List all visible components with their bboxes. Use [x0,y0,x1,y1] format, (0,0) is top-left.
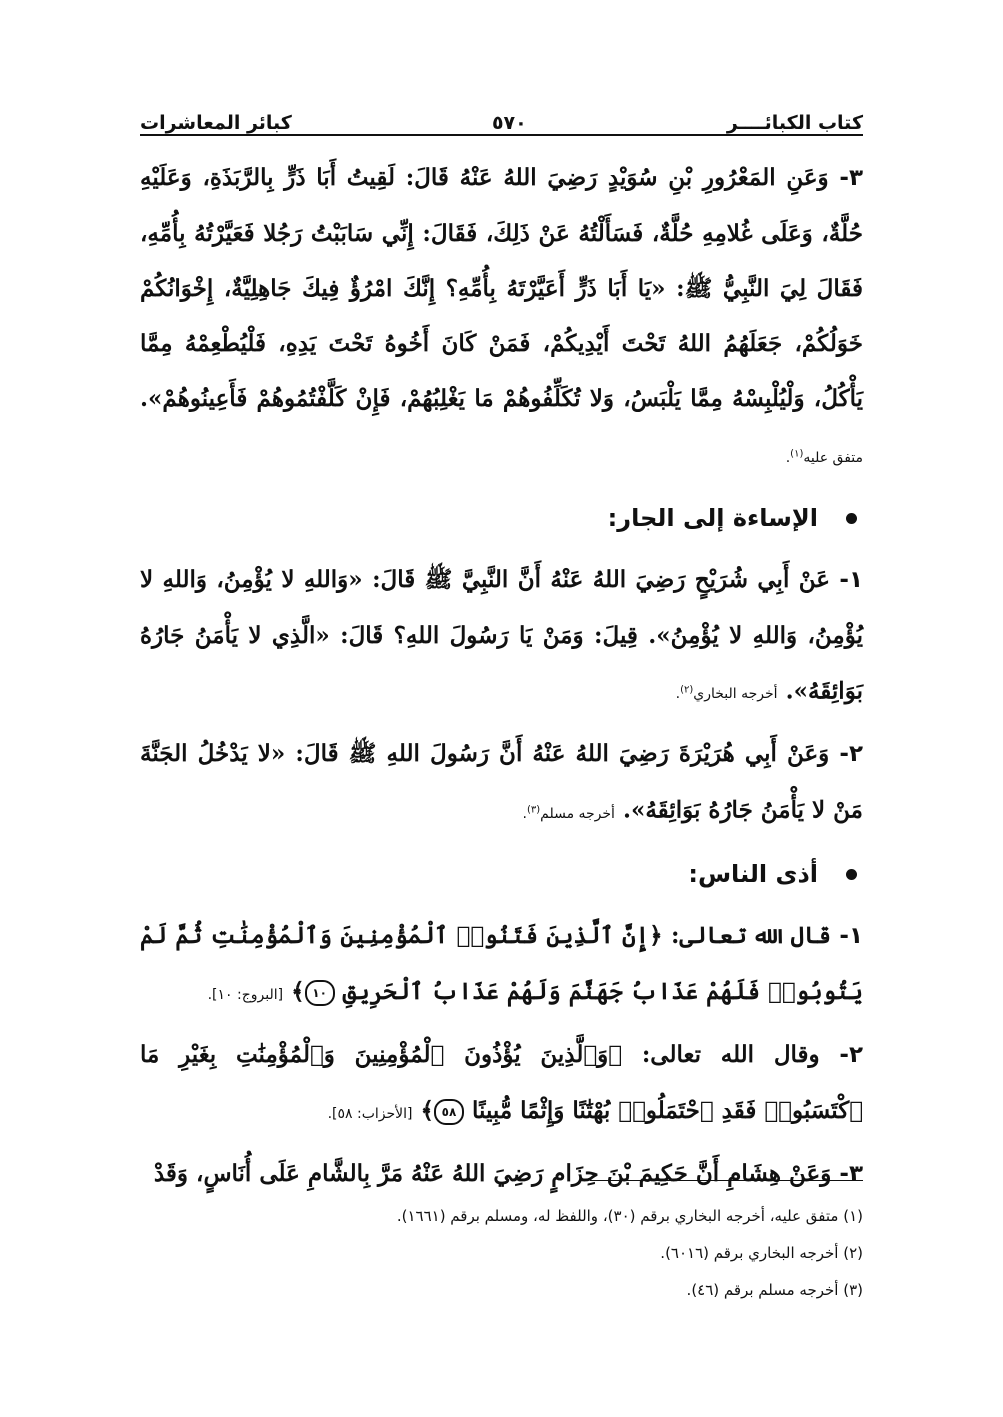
hadith-paragraph [140,726,863,842]
section-heading: أذى الناس: [140,848,863,900]
quran-verse: ﴿وَٱلَّذِينَ يُؤْذُونَ ٱلْمُؤْمِنِينَ وَٱلْمُؤْمِنَٰتِ بِغَيْرِ مَا ٱكْتَسَبُوا۟ فَقَدِ ٱحْتَمَلُوا۟ بُهْتَٰنًا وَإِثْمًا مُّبِينًا [140,1040,863,1124]
footnotes [140,1198,863,1309]
item-number: ٣- [839,165,863,191]
quran-verse: ﴿إِنَّ ٱلَّذِينَ فَتَنُوا۟ ٱلْمُؤْمِنِينَ وَٱلْمُؤْمِنَٰتِ ثُمَّ لَمْ يَتُوبُوا۟ فَلَهُمْ عَذَابُ جَهَنَّمَ وَلَهُمْ عَذَابُ ٱلْحَرِيقِ [140,921,863,1005]
quran-paragraph: ٢- وقال الله تعالى: ﴿وَٱلَّذِينَ يُؤْذُونَ ٱلْمُؤْمِنِينَ وَٱلْمُؤْمِنَٰتِ بِغَيْرِ مَا ٱكْتَسَبُوا۟ فَقَدِ ٱحْتَمَلُوا۟ بُهْتَٰنًا وَإِثْمًا مُّبِينًا ٥٨﴾ [الأحزاب: ٥٨]. [140,1040,863,1124]
item-number: ٣- [839,1160,863,1187]
source-reference: أخرجه البخاري$^{(٢)}$. [675,684,778,703]
main-text [140,150,863,1206]
item-number: ١- [839,566,863,593]
item-number: ٢- [839,741,863,768]
hadith-paragraph [140,1146,863,1202]
footnote-marker: (٢) [680,684,694,696]
page-number: ٥٧٠ [491,112,527,134]
running-header [140,94,863,134]
hadith-paragraph [140,150,863,486]
verse-intro: وقال الله تعالى: [641,1040,820,1068]
quran-paragraph: ١- قال الله تعالى: ﴿إِنَّ ٱلَّذِينَ فَتَنُوا۟ ٱلْمُؤْمِنِينَ وَٱلْمُؤْمِنَٰتِ ثُمَّ لَمْ يَتُوبُوا۟ فَلَهُمْ عَذَابُ جَهَنَّمَ وَلَهُمْ عَذَابُ ٱلْحَرِيقِ ١٠﴾ [البروج: ١٠]. [140,921,863,1005]
verse-intro: قال الله تعالى: [671,921,832,949]
bullet-icon [846,513,857,524]
item-number: ١- [839,922,863,949]
footnote-marker: (٣) [526,804,541,816]
footnote: (٢) أخرجه البخاري برقم (٦٠١٦). [660,1244,863,1262]
source-reference: أخرجه مسلم$^{(٣)}$. [522,804,615,822]
footnote-marker: (١) [790,448,804,459]
footnote: (١) متفق عليه، أخرجه البخاري برقم (٣٠)، واللفظ له، ومسلم برقم (١٦٦١). [396,1207,863,1225]
hadith-text: عَنْ أَبِي شُرَيْحٍ رَضِيَ اللهُ عَنْهُ أَنَّ النَّبِيَّ ﷺ قَالَ: «وَاللهِ لا يُؤْمِنُ، وَاللهِ لا يُؤْمِنُ، وَاللهِ لا يُؤْمِنُ». قِيلَ: وَمَنْ يَا رَسُولَ اللهِ؟ قَالَ: «الَّذِي لا يَأْمَنُ جَارُهُ بَوَائِقَهُ». [140,565,863,705]
footnote: (٣) أخرجه مسلم برقم (٤٦). [686,1281,863,1299]
hadith-paragraph [140,552,863,723]
source-reference: متفق عليه$^{(١)}$. [785,448,863,466]
hadith-text: وَعَنْ أَبِي هُرَيْرَةَ رَضِيَ اللهُ عَنْهُ أَنَّ رَسُولَ اللهِ ﷺ قَالَ: «لا يَدْخُلُ الجَنَّةَ مَنْ لا يَأْمَنُ جَارُهُ بَوَائِقَهُ». [140,740,863,824]
chapter-title: كبائر المعاشرات [140,112,292,134]
bullet-icon [846,869,857,880]
book-title: كتاب الكبائــــر [726,112,863,134]
verse-citation: [البروج: ١٠]. [207,986,284,1003]
hadith-text: وَعَنْ هِشَامِ أَنَّ حَكِيمَ بْنَ حِزَامٍ رَضِيَ اللهُ عَنْهُ مَرَّ بِالشَّامِ عَلَى أُنَاسٍ، وَقَدْ [153,1159,832,1187]
item-number: ٢- [839,1041,863,1068]
section-heading: الإساءة إلى الجار: [140,492,863,544]
footnote-divider [590,1180,863,1181]
header-divider [140,134,863,136]
verse-number-medallion: ٥٨ [434,1099,464,1125]
hadith-text: وَعَنِ المَعْرُورِ بْنِ سُوَيْدٍ رَضِيَ اللهُ عَنْهُ قَالَ: لَقِيتُ أَبَا ذَرٍّ بِالرَّبَذَةِ، وَعَلَيْهِ حُلَّةٌ، وَعَلَى غُلامِهِ حُلَّةٌ، فَسَأَلْتُهُ عَنْ ذَلِكَ، فَقَالَ: إِنِّي سَابَبْتُ رَجُلا فَعَيَّرْتُهُ بِأُمِّهِ، فَقَالَ لِيَ النَّبِيُّ ﷺ: «يَا أَبَا ذَرٍّ أَعَيَّرْتَهُ بِأُمِّهِ؟ إِنَّكَ امْرُؤٌ فِيكَ جَاهِلِيَّةٌ، إِخْوَانُكُمْ خَوَلُكُمْ، جَعَلَهُمُ اللهُ تَحْتَ أَيْدِيكُمْ، فَمَنْ كَانَ أَخُوهُ تَحْتَ يَدِهِ، فَلْيُطْعِمْهُ مِمَّا يَأْكُلُ، وَلْيُلْبِسْهُ مِمَّا يَلْبَسُ، وَلا تُكَلِّفُوهُمْ مَا يَغْلِبُهُمْ، فَإِنْ كَلَّفْتُمُوهُمْ فَأَعِينُوهُمْ». [140,164,863,412]
verse-citation: [الأحزاب: ٥٨]. [327,1105,413,1122]
verse-number-medallion: ١٠ [305,980,335,1006]
